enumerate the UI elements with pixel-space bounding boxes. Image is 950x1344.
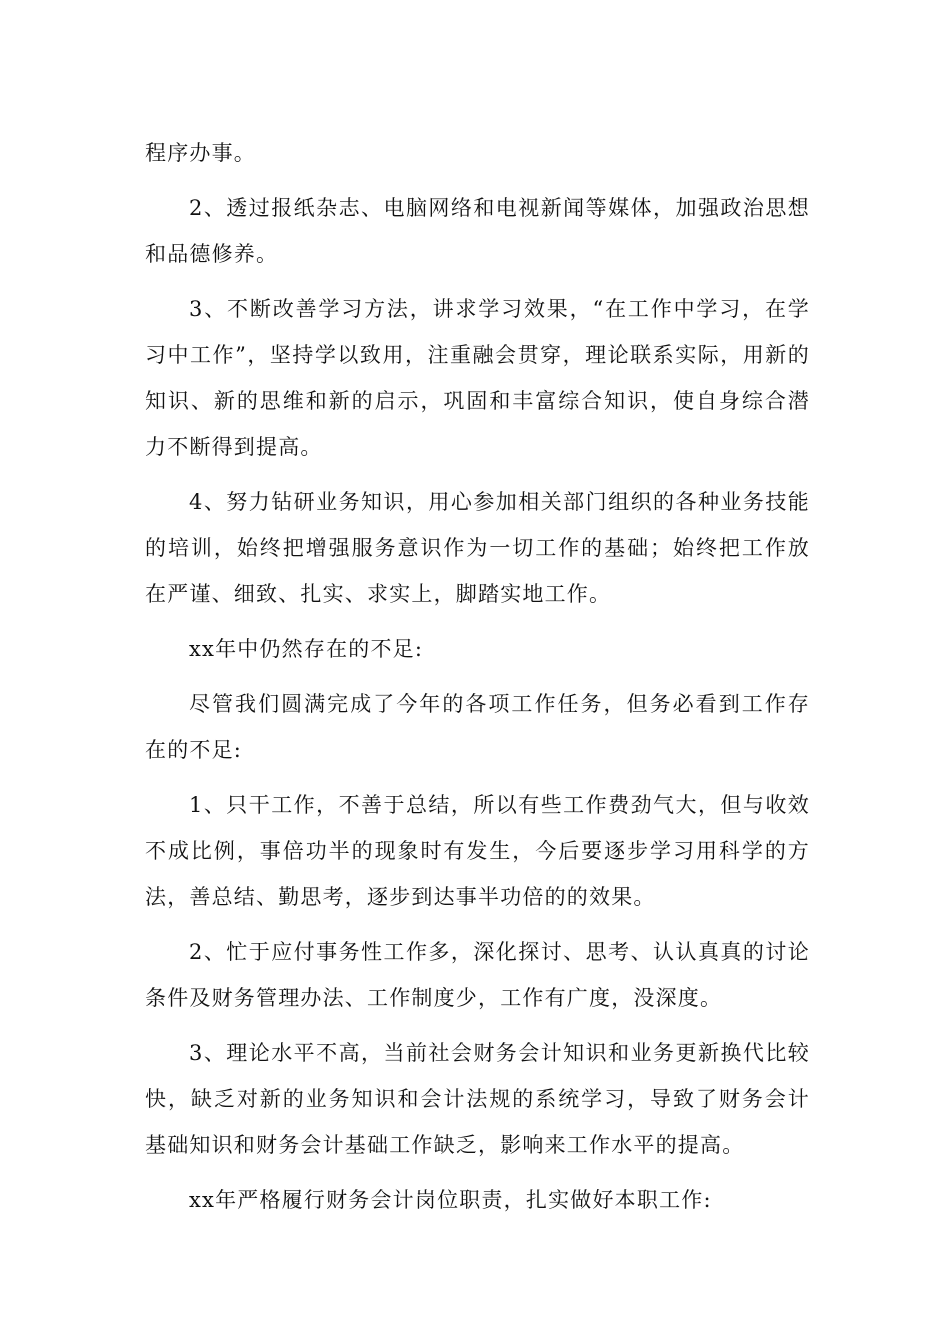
paragraph-item-3-learning: 3、不断改善学习方法，讲求学习效果，“在工作中学习，在学习中工作”，坚持学以致用，注重融会贯穿，理论联系实际，用新的知识、新的思维和新的启示，巩固和丰富综合知识，使自身综合潜力不断得到提高。 <box>145 297 810 459</box>
paragraph-item-2-media: 2、透过报纸杂志、电脑网络和电视新闻等媒体，加强政治思想和品德修养。 <box>145 196 810 266</box>
document-body <box>145 130 810 1232</box>
paragraph-shortcoming-2: 2、忙于应付事务性工作多，深化探讨、思考、认认真真的讨论条件及财务管理办法、工作制度少，工作有广度，没深度。 <box>145 940 810 1010</box>
paragraph-shortcomings-intro: 尽管我们圆满完成了今年的各项工作任务，但务必看到工作存在的不足: <box>145 692 810 762</box>
section-heading-duties: xx年严格履行财务会计岗位职责，扎实做好本职工作: <box>189 1188 712 1212</box>
paragraph-shortcoming-3: 3、理论水平不高，当前社会财务会计知识和业务更新换代比较快，缺乏对新的业务知识和会计法规的系统学习，导致了财务会计基础知识和财务会计基础工作缺乏，影响来工作水平的提高。 <box>145 1041 810 1157</box>
paragraph-shortcoming-1: 1、只干工作，不善于总结，所以有些工作费劲气大，但与收效不成比例，事倍功半的现象时有发生，今后要逐步学习用科学的方法，善总结、勤思考，逐步到达事半功倍的的效果。 <box>145 793 810 909</box>
paragraph-continuation: 程序办事。 <box>145 141 256 165</box>
section-heading-shortcomings: xx年中仍然存在的不足: <box>189 637 424 661</box>
paragraph-item-4-business: 4、努力钻研业务知识，用心参加相关部门组织的各种业务技能的培训，始终把增强服务意识作为一切工作的基础；始终把工作放在严谨、细致、扎实、求实上，脚踏实地工作。 <box>145 490 810 606</box>
